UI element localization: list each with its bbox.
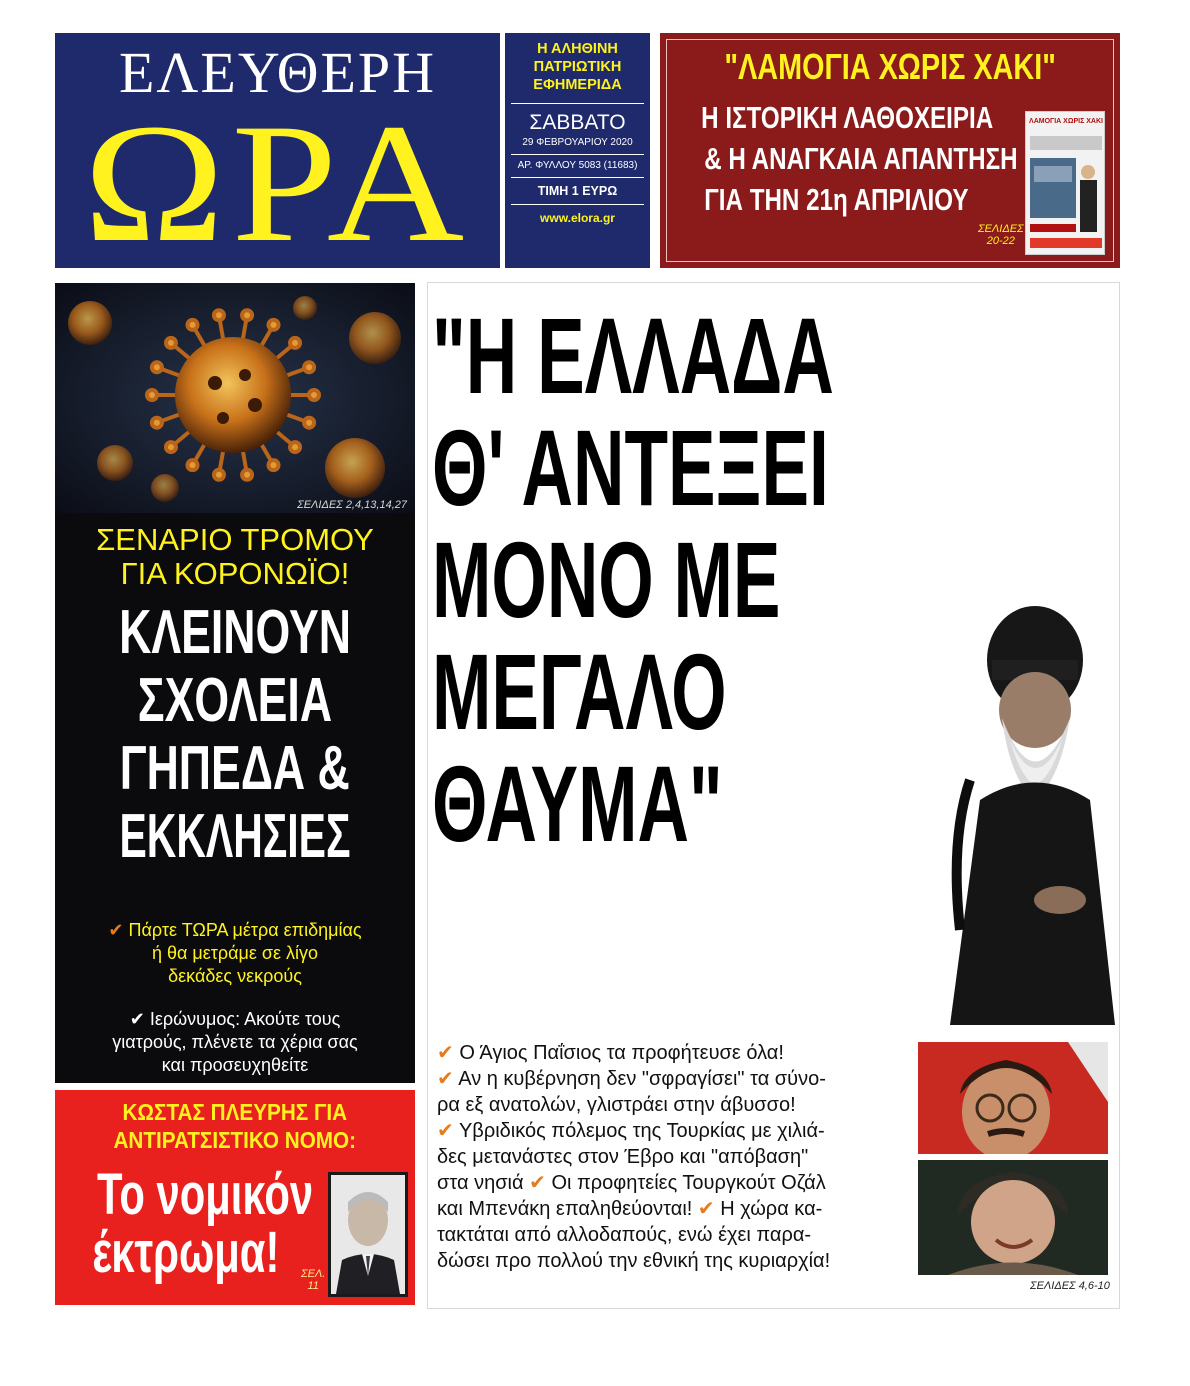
- checkmark-icon: ✔: [697, 1198, 715, 1220]
- main-bullets: [437, 1040, 915, 1274]
- plevris-story-box: [55, 1090, 415, 1305]
- checkmark-icon: ✔: [437, 1068, 454, 1090]
- tagline-line: ΠΑΤΡΙΩΤΙΚΗ: [533, 59, 622, 75]
- virus-spike-tip: [152, 418, 162, 428]
- book-line: ΓΙΑ ΤΗΝ 21η ΑΠΡΙΛΙΟΥ: [703, 182, 969, 217]
- main-headline-line: ΜΕΓΑΛΟ: [432, 631, 727, 752]
- bullet-text: Ιερώνυμος: Ακούτε τους: [149, 1009, 341, 1029]
- tagline-line: Η ΑΛΗΘΙΝΗ: [537, 41, 618, 57]
- virus-spike-tip: [147, 390, 157, 400]
- virus-bullet-2: [55, 1008, 415, 1077]
- website-link[interactable]: www.elora.gr: [540, 211, 615, 225]
- issue-info-box: [505, 33, 650, 268]
- main-headline-line: ΘΑΥΜΑ": [432, 743, 723, 864]
- virus-headline-line: ΣΧΟΛΕΙΑ: [137, 666, 333, 735]
- virus-spike-tip: [269, 320, 279, 330]
- plevris-headline-line: έκτρωμα!: [92, 1220, 280, 1285]
- plevris-kicker: [55, 1098, 415, 1154]
- bullet-text: γιατρούς, πλένετε τα χέρια σας: [112, 1032, 358, 1052]
- issue-day: ΣΑΒΒΑΤΟ: [529, 111, 626, 134]
- divider: [511, 204, 644, 205]
- issue-price: ΤΙΜΗ 1 ΕΥΡΩ: [537, 184, 618, 198]
- book-title: "ΛΑΜΟΓΙΑ ΧΩΡΙΣ ΧΑΚΙ": [724, 46, 1056, 87]
- bullet-text: Ο Άγιος Παΐσιος τα προφήτευσε όλα!: [459, 1042, 784, 1064]
- virus-kicker-line: ΓΙΑ ΚΟΡΟΝΩΪΟ!: [120, 556, 350, 591]
- paisios-photo: [940, 600, 1120, 1025]
- issue-date: 29 ΦΕΒΡΟΥΑΡΙΟΥ 2020: [522, 137, 633, 148]
- virus-spike-tip: [304, 362, 314, 372]
- virus-kicker: [55, 523, 415, 591]
- plevris-pages: [301, 1268, 325, 1292]
- bullet-text: και Μπενάκη επαληθεύονται!: [437, 1198, 693, 1220]
- plevris-headline: [55, 1162, 317, 1285]
- virus-spike-tip: [166, 442, 176, 452]
- bullet-text: Αν η κυβέρνηση δεν "σφραγίσει" τα σύνο-: [458, 1068, 826, 1090]
- bullet-text: ή θα μετράμε σε λίγο: [151, 943, 319, 963]
- ozal-photo: [918, 1042, 1108, 1154]
- plevris-page-number: 11: [307, 1280, 319, 1292]
- bullet-text: και προσευχηθείτε: [161, 1055, 309, 1075]
- book-cover-art: [1026, 132, 1106, 256]
- bullet-text: δώσει προ πολλού την εθνική της κυριαρχία!: [437, 1250, 831, 1272]
- masthead-title-main: [55, 89, 500, 277]
- virus-headline: [55, 599, 415, 871]
- virus-pages: ΣΕΛΙΔΕΣ 2,4,13,14,27: [297, 499, 407, 511]
- book-cover-title: ΛΑΜΟΓΙΑ ΧΩΡΙΣ ΧΑΚΙ: [1029, 118, 1103, 125]
- book-line: Η ΙΣΤΟΡΙΚΗ ΛΑΘΟΧΕΙΡΙΑ: [701, 100, 994, 135]
- divider: [511, 103, 644, 104]
- tagline-line: ΕΦΗΜΕΡΙΔΑ: [533, 77, 622, 93]
- plevris-page-label: ΣΕΛ.: [301, 1268, 326, 1280]
- bullet-text: δες μετανάστες στον Έβρο και "απόβαση": [437, 1146, 809, 1168]
- main-headline-line: "Η ΕΛΛΑΔΑ: [432, 295, 834, 416]
- main-story-pages: ΣΕΛΙΔΕΣ 4,6-10: [1030, 1280, 1110, 1292]
- virus-spike-tip: [290, 442, 300, 452]
- bullet-text: τακτάται από αλλοδαπούς, ενώ έχει παρα-: [437, 1224, 812, 1246]
- issue-number: ΑΡ. ΦΥΛΛΟΥ 5083 (11683): [517, 160, 638, 171]
- coronavirus-illustration: [55, 283, 415, 513]
- divider: [511, 177, 644, 178]
- coronavirus-story-panel: [55, 283, 415, 1083]
- virus-headline-line: ΚΛΕΙΝΟΥΝ: [119, 598, 351, 667]
- virus-kicker-line: ΣΕΝΑΡΙΟ ΤΡΟΜΟΥ: [96, 522, 374, 557]
- virus-spike-tip: [214, 470, 224, 480]
- bullet-text: Η χώρα κα-: [720, 1198, 823, 1220]
- masthead-title-top: ΕΛΕΥΘΕΡΗ: [118, 40, 437, 105]
- divider: [511, 154, 644, 155]
- book-pages: [978, 223, 1024, 247]
- book-lines: [660, 97, 1018, 220]
- virus-spike-tip: [214, 310, 224, 320]
- bullet-text: Πάρτε ΤΩΡΑ μέτρα επιδημίας: [128, 920, 362, 940]
- masthead-title-main-text: ΩΡΑ: [83, 89, 472, 277]
- virus-spike-tip: [242, 310, 252, 320]
- checkmark-icon: ✔: [129, 1009, 145, 1029]
- virus-spike-tip: [152, 362, 162, 372]
- virus-headline-line: ΓΗΠΕΔΑ &: [119, 734, 351, 803]
- virus-spike-tip: [309, 390, 319, 400]
- plevris-headline-line: Το νομικόν: [97, 1162, 314, 1227]
- main-headline-line: ΜΟΝΟ ΜΕ: [432, 519, 781, 640]
- book-pages-label: ΣΕΛΙΔΕΣ: [978, 223, 1024, 235]
- bullet-text: δεκάδες νεκρούς: [168, 966, 302, 986]
- plevris-portrait: [328, 1172, 408, 1297]
- checkmark-icon: ✔: [437, 1120, 454, 1142]
- virus-spike-tip: [304, 418, 314, 428]
- virus-bullet-1: [55, 919, 415, 988]
- virus-spike-tip: [290, 338, 300, 348]
- virus-spike-tip: [166, 338, 176, 348]
- book-title-wrap: [660, 45, 1120, 89]
- virus-headline-line: ΕΚΚΛΗΣΙΕΣ: [119, 802, 351, 871]
- virus-spike-tip: [188, 320, 198, 330]
- plevris-kicker-line: ΑΝΤΙΡΑΤΣΙΣΤΙΚΟ ΝΟΜΟ:: [113, 1127, 357, 1153]
- main-headline-line: Θ' ΑΝΤΕΞΕΙ: [432, 407, 829, 528]
- checkmark-icon: ✔: [108, 920, 124, 940]
- book-promo-box: [660, 33, 1120, 268]
- book-pages-number: 20-22: [986, 235, 1015, 247]
- virus-spike-tip: [269, 460, 279, 470]
- checkmark-icon: ✔: [529, 1172, 546, 1194]
- book-line: & Η ΑΝΑΓΚΑΙΑ ΑΠΑΝΤΗΣΗ: [704, 141, 1018, 176]
- checkmark-icon: ✔: [437, 1042, 454, 1064]
- book-cover-image: [1025, 111, 1105, 255]
- bullet-text: Υβριδικός πόλεμος της Τουρκίας με χιλιά-: [458, 1120, 825, 1142]
- benaki-photo: [918, 1160, 1108, 1275]
- bullet-text: Οι προφητείες Τουργκούτ Οζάλ: [551, 1172, 826, 1194]
- virus-spike-tip: [242, 470, 252, 480]
- virus-spike-tip: [188, 460, 198, 470]
- bullet-text: ρα εξ ανατολών, γλιστράει στην άβυσσο!: [437, 1094, 796, 1116]
- bullet-text: στα νησιά: [437, 1172, 524, 1194]
- plevris-kicker-line: ΚΩΣΤΑΣ ΠΛΕΥΡΗΣ ΓΙΑ: [122, 1099, 348, 1125]
- masthead: [55, 33, 500, 277]
